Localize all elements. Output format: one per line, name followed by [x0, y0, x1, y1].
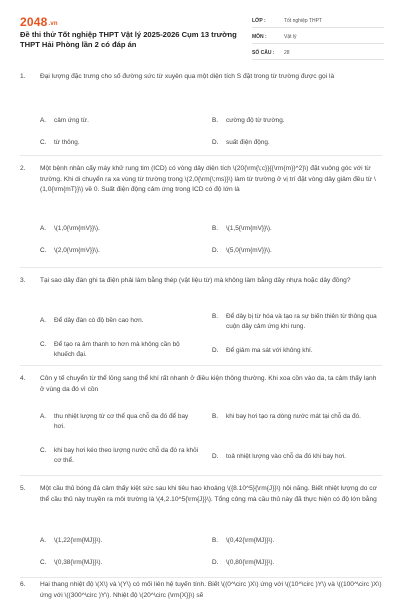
- option-a[interactable]: [40, 116, 190, 126]
- option-letter: C.: [40, 447, 47, 454]
- meta-value: Tốt nghiệp THPT: [284, 17, 322, 24]
- option-letter: D.: [212, 559, 219, 566]
- option-b[interactable]: [212, 312, 382, 332]
- exam-header: [0, 0, 400, 62]
- option-text: Để dây đàn có độ bền cao hơn.: [54, 317, 144, 324]
- option-letter: D.: [212, 347, 219, 354]
- option-letter: C.: [40, 559, 47, 566]
- option-text: toả nhiệt lượng vào chỗ da đó khi bay hơi.: [226, 453, 346, 460]
- meta-value: Vật lý: [284, 33, 297, 40]
- question-2: [20, 164, 382, 268]
- option-text: \(1,22{\rm{MJ}}\).: [54, 537, 103, 544]
- meta-label: LỚP :: [252, 17, 266, 24]
- brand-suffix: .vn: [48, 21, 58, 27]
- question-3: [20, 276, 382, 366]
- option-text: \(5,0{\rm{mV}}\).: [226, 247, 272, 254]
- option-text: thu nhiệt lượng từ cơ thể qua chỗ da đó để bay hơi.: [54, 413, 189, 430]
- question-5: [20, 484, 382, 578]
- exam-meta: [252, 14, 384, 62]
- question-text: Một bệnh nhân cấy máy khử rung tim (ICD) có vòng dây diện tích \(20{\rm{\;c}}{{\rm{m}}^2}\) đặt vuông góc với từ trường. Khi di chuyển ra xa vùng từ trường trong \(2,0{\rm{\;ms}}\) làm từ trường ở vị trí đặt vòng dây giảm đều từ \(1,0{\rm{mT}}\) về 0. Suất điện động cảm ứng trong ICD có độ lớn là: [40, 165, 376, 193]
- option-d[interactable]: [212, 346, 382, 356]
- question-number: 1.: [20, 73, 26, 80]
- option-text: khi bay hơi tạo ra dòng nước mát tại chỗ da đó.: [226, 413, 361, 420]
- option-letter: D.: [212, 247, 219, 254]
- option-letter: A.: [40, 317, 47, 324]
- option-d[interactable]: [212, 452, 382, 462]
- option-text: \(0,80{\rm{MJ}}\).: [226, 559, 275, 566]
- question-number: 3.: [20, 277, 26, 284]
- option-text: \(0,42{\rm{MJ}}\).: [226, 537, 275, 544]
- meta-label: SỐ CÂU :: [252, 49, 275, 56]
- question-number: 5.: [20, 485, 26, 492]
- option-text: cảm ứng từ.: [54, 117, 89, 124]
- option-c[interactable]: [40, 446, 200, 466]
- question-text: Côn y tế chuyển từ thể lỏng sang thể khí rất nhanh ở điều kiện thông thường. Khi xoa cồn vào da, ta cảm thấy lạnh ở vùng da đó vì cồn: [40, 375, 377, 393]
- option-text: khi bay hơi kéo theo lượng nước chỗ da đó ra khỏi cơ thể.: [54, 447, 199, 464]
- option-text: \(2,0{\rm{mV}}\).: [54, 247, 100, 254]
- option-letter: C.: [40, 139, 47, 146]
- option-letter: B.: [212, 537, 219, 544]
- option-text: cường độ từ trường.: [226, 117, 285, 124]
- option-letter: B.: [212, 313, 219, 320]
- option-letter: B.: [212, 117, 219, 124]
- meta-class-row: [252, 14, 384, 28]
- option-b[interactable]: [212, 116, 382, 126]
- meta-label: MÔN :: [252, 33, 267, 40]
- option-letter: B.: [212, 413, 219, 420]
- option-text: \(0,38{\rm{MJ}}\).: [54, 559, 103, 566]
- option-b[interactable]: [212, 536, 382, 546]
- meta-count-row: [252, 46, 384, 60]
- option-letter: A.: [40, 225, 47, 232]
- option-text: Để giảm ma sát với không khí.: [226, 347, 313, 354]
- option-a[interactable]: [40, 536, 190, 546]
- question-number: 4.: [20, 375, 26, 382]
- question-6: [20, 580, 382, 600]
- option-d[interactable]: [212, 138, 382, 148]
- option-letter: D.: [212, 453, 219, 460]
- option-a[interactable]: [40, 224, 190, 234]
- site-logo[interactable]: [20, 15, 58, 29]
- option-a[interactable]: [40, 412, 200, 432]
- exam-title: Đề thi thử Tốt nghiệp THPT Vật lý 2025-2026 Cụm 13 trường THPT Hải Phòng lần 2 có đáp án: [20, 30, 237, 49]
- option-d[interactable]: [212, 558, 382, 568]
- option-letter: C.: [40, 341, 47, 348]
- question-text: Đại lượng đặc trưng cho số đường sức từ xuyên qua một diện tích S đặt trong từ trường được gọi là: [40, 73, 335, 80]
- option-letter: A.: [40, 413, 47, 420]
- option-d[interactable]: [212, 246, 382, 256]
- option-text: \(1,0{\rm{mV}}\).: [54, 225, 100, 232]
- option-b[interactable]: [212, 412, 382, 422]
- option-letter: C.: [40, 247, 47, 254]
- option-text: Để tạo ra âm thanh to hơn mà không cần bộ khuếch đại.: [54, 341, 180, 358]
- option-letter: B.: [212, 225, 219, 232]
- meta-subject-row: [252, 30, 384, 44]
- question-1: [20, 72, 382, 156]
- option-c[interactable]: [40, 340, 200, 360]
- option-letter: D.: [212, 139, 219, 146]
- meta-value: 28: [284, 49, 290, 56]
- option-letter: A.: [40, 117, 47, 124]
- question-text: Tại sao dây đàn ghi ta điện phải làm bằng thép (vật liệu từ) mà không làm bằng dây nhựa hoặc dây đồng?: [40, 277, 351, 284]
- option-text: \(1,5{\rm{mV}}\).: [226, 225, 272, 232]
- option-c[interactable]: [40, 138, 190, 148]
- option-b[interactable]: [212, 224, 382, 234]
- option-text: từ thông.: [54, 139, 80, 146]
- option-text: suất điện động.: [226, 139, 270, 146]
- brand-name: 2048: [20, 15, 48, 29]
- option-a[interactable]: [40, 316, 190, 326]
- question-text: Một cầu thủ bóng đá cảm thấy kiệt sức sau khi tiêu hao khoảng \({8.10^5}{\rm{J}}\) nội năng. Biết nhiệt lượng do cơ thể cầu thủ này truyền ra môi trường là \(4,2.10^5{\rm{J}}\). Tổng công mà cầu thủ này đã thực hiện có độ lớn bằng: [40, 485, 377, 503]
- question-number: 6.: [20, 581, 26, 588]
- option-text: Để dây bị từ hóa và tạo ra sự biến thiên từ thông qua cuộn dây cảm ứng khi rung.: [226, 313, 377, 330]
- question-4: [20, 374, 382, 476]
- question-text: Hai thang nhiệt độ \(X\) và \(Y\) có mối liên hệ tuyến tính. Biết \((0^\circ )X\) ứng với \((10^\circ )Y\) và \((100^\circ )X\) ứng với \((300^\circ )Y\). Nhiệt độ \(20^\circ {\rm{X}}\) sẽ: [40, 581, 382, 599]
- option-c[interactable]: [40, 246, 190, 256]
- option-c[interactable]: [40, 558, 190, 568]
- question-number: 2.: [20, 165, 26, 172]
- option-letter: A.: [40, 537, 47, 544]
